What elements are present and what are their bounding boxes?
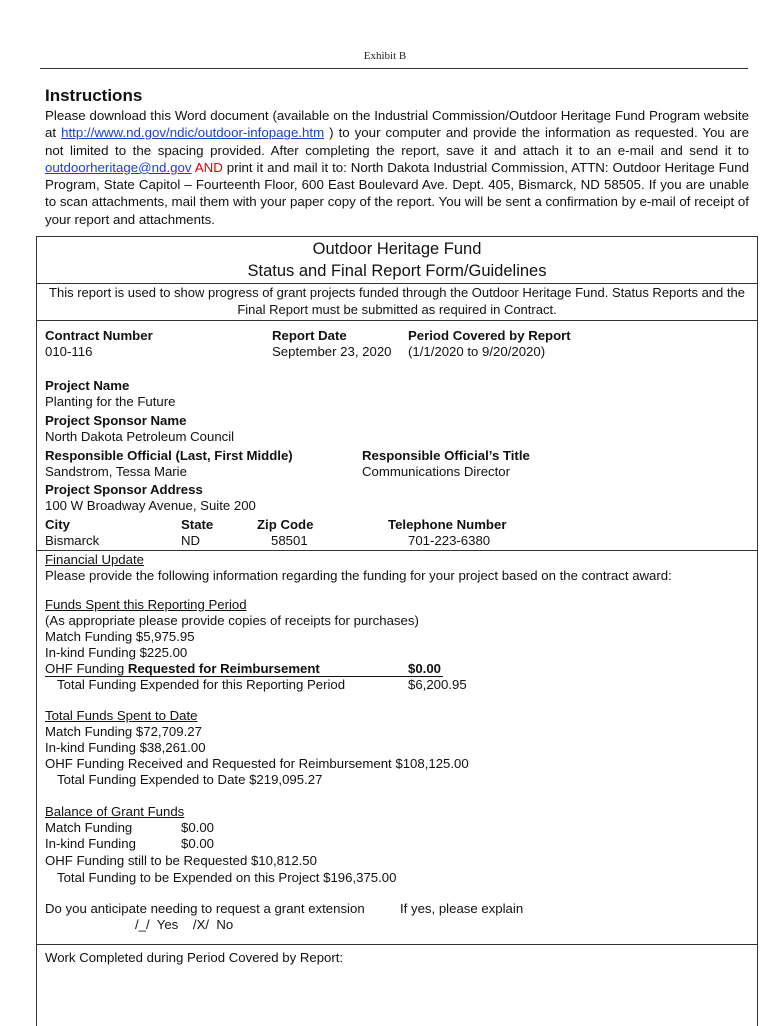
todate-heading: Total Funds Spent to Date [45,708,198,723]
todate-match-funding[interactable]: Match Funding $72,709.27 [45,724,202,739]
balance-inkind-label: In-kind Funding [45,836,136,851]
official-title-label: Responsible Official’s Title [362,448,530,463]
form-title: Outdoor Heritage Fund [312,240,482,258]
extension-explain: If yes, please explain [400,901,524,916]
financial-intro: Please provide the following information regarding the funding for your project based on the contract award: [45,568,672,583]
work-completed-label: Work Completed during Period Covered by Report: [45,950,344,965]
period-funds-note: (As appropriate please provide copies of receipts for purchases) [45,613,419,628]
instructions-text: Please download this Word document (available on the Industrial Commission/Outdoor Heritage Fund Program website at http://www.nd.gov/ndic/outdoor-infopage.htm ) to your computer and provide the information as requested. You are not limited to the spacing provided. After completing the report, save it and attach it to an e-mail and send it to outdoorheritage@nd.gov AND print it and mail it to: North Dakota Industrial Commission, ATTN: Outdoor Heritage Fund Program, State Capitol – Fourteenth Floor, 600 East Boulevard Ave. Dept. 405, Bismarck, ND 58505. If you are unable to scan attachments, mail them with your paper copy of the report. You will be sent a confirmation by e-mail of receipt of your report and attachments. [45,108,749,227]
exhibit-label: Exhibit B [363,50,407,62]
info-page-link[interactable]: http://www.nd.gov/ndic/outdoor-infopage.htm [61,125,325,141]
balance-ohf[interactable]: OHF Funding still to be Requested $10,812.50 [45,853,317,868]
official-title-value[interactable]: Communications Director [362,464,511,479]
contract-number-value[interactable]: 010-116 [45,344,93,359]
balance-heading: Balance of Grant Funds [45,804,185,819]
state-label: State [181,517,214,532]
project-name-label: Project Name [45,378,130,393]
report-date-label: Report Date [272,328,347,343]
contract-number-label: Contract Number [45,328,153,343]
period-total-label: Total Funding Expended for this Reporting Period [57,677,346,692]
financial-heading: Financial Update [45,552,144,567]
period-total-value[interactable]: $6,200.95 [408,677,467,692]
intro-divider [37,320,757,321]
and-emphasis: AND [191,159,223,175]
zip-label: Zip Code [257,517,314,532]
work-divider [37,944,757,945]
period-ohf-value[interactable]: $0.00 [408,661,442,676]
official-label: Responsible Official (Last, First Middle) [45,448,293,463]
header-rule [40,68,748,69]
period-label: Period Covered by Report [408,328,571,343]
form-subtitle: Status and Final Report Form/Guidelines [247,262,547,280]
phone-value[interactable]: 701-223-6380 [408,533,491,548]
city-label: City [45,517,70,532]
city-value[interactable]: Bismarck [45,533,100,548]
zip-value[interactable]: 58501 [271,533,308,548]
state-value[interactable]: ND [181,533,201,548]
period-match-funding[interactable]: Match Funding $5,975.95 [45,629,195,644]
project-name-value[interactable]: Planting for the Future [45,394,176,409]
form-intro: This report is used to show progress of grant projects funded through the Outdoor Heritage Fund. Status Reports and the Final Report must be submitted as required in Contract. [49,285,745,317]
instructions-heading: Instructions [45,86,143,105]
sponsor-name-label: Project Sponsor Name [45,413,187,428]
contact-divider [37,550,757,551]
todate-inkind-funding[interactable]: In-kind Funding $38,261.00 [45,740,206,755]
address-value[interactable]: 100 W Broadway Avenue, Suite 200 [45,498,256,513]
period-ohf-label: OHF Funding Requested for Reimbursement [45,661,320,676]
todate-total-funding[interactable]: Total Funding Expended to Date $219,095.27 [57,772,323,787]
phone-label: Telephone Number [388,517,507,532]
todate-ohf-funding[interactable]: OHF Funding Received and Requested for Reimbursement $108,125.00 [45,756,469,771]
official-value[interactable]: Sandstrom, Tessa Marie [45,464,187,479]
address-label: Project Sponsor Address [45,482,203,497]
period-funds-heading: Funds Spent this Reporting Period [45,597,247,612]
balance-match-value[interactable]: $0.00 [181,820,215,835]
report-date-value[interactable]: September 23, 2020 [272,344,392,359]
balance-total[interactable]: Total Funding to be Expended on this Project $196,375.00 [57,870,397,885]
email-link[interactable]: outdoorheritage@nd.gov [45,159,192,175]
period-inkind-funding[interactable]: In-kind Funding $225.00 [45,645,188,660]
sponsor-name-value[interactable]: North Dakota Petroleum Council [45,429,235,444]
balance-match-label: Match Funding [45,820,133,835]
balance-inkind-value[interactable]: $0.00 [181,836,215,851]
period-value[interactable]: (1/1/2020 to 9/20/2020) [408,344,546,359]
extension-answer[interactable]: /_/ Yes /X/ No [135,917,234,932]
extension-question: Do you anticipate needing to request a grant extension [45,901,365,916]
